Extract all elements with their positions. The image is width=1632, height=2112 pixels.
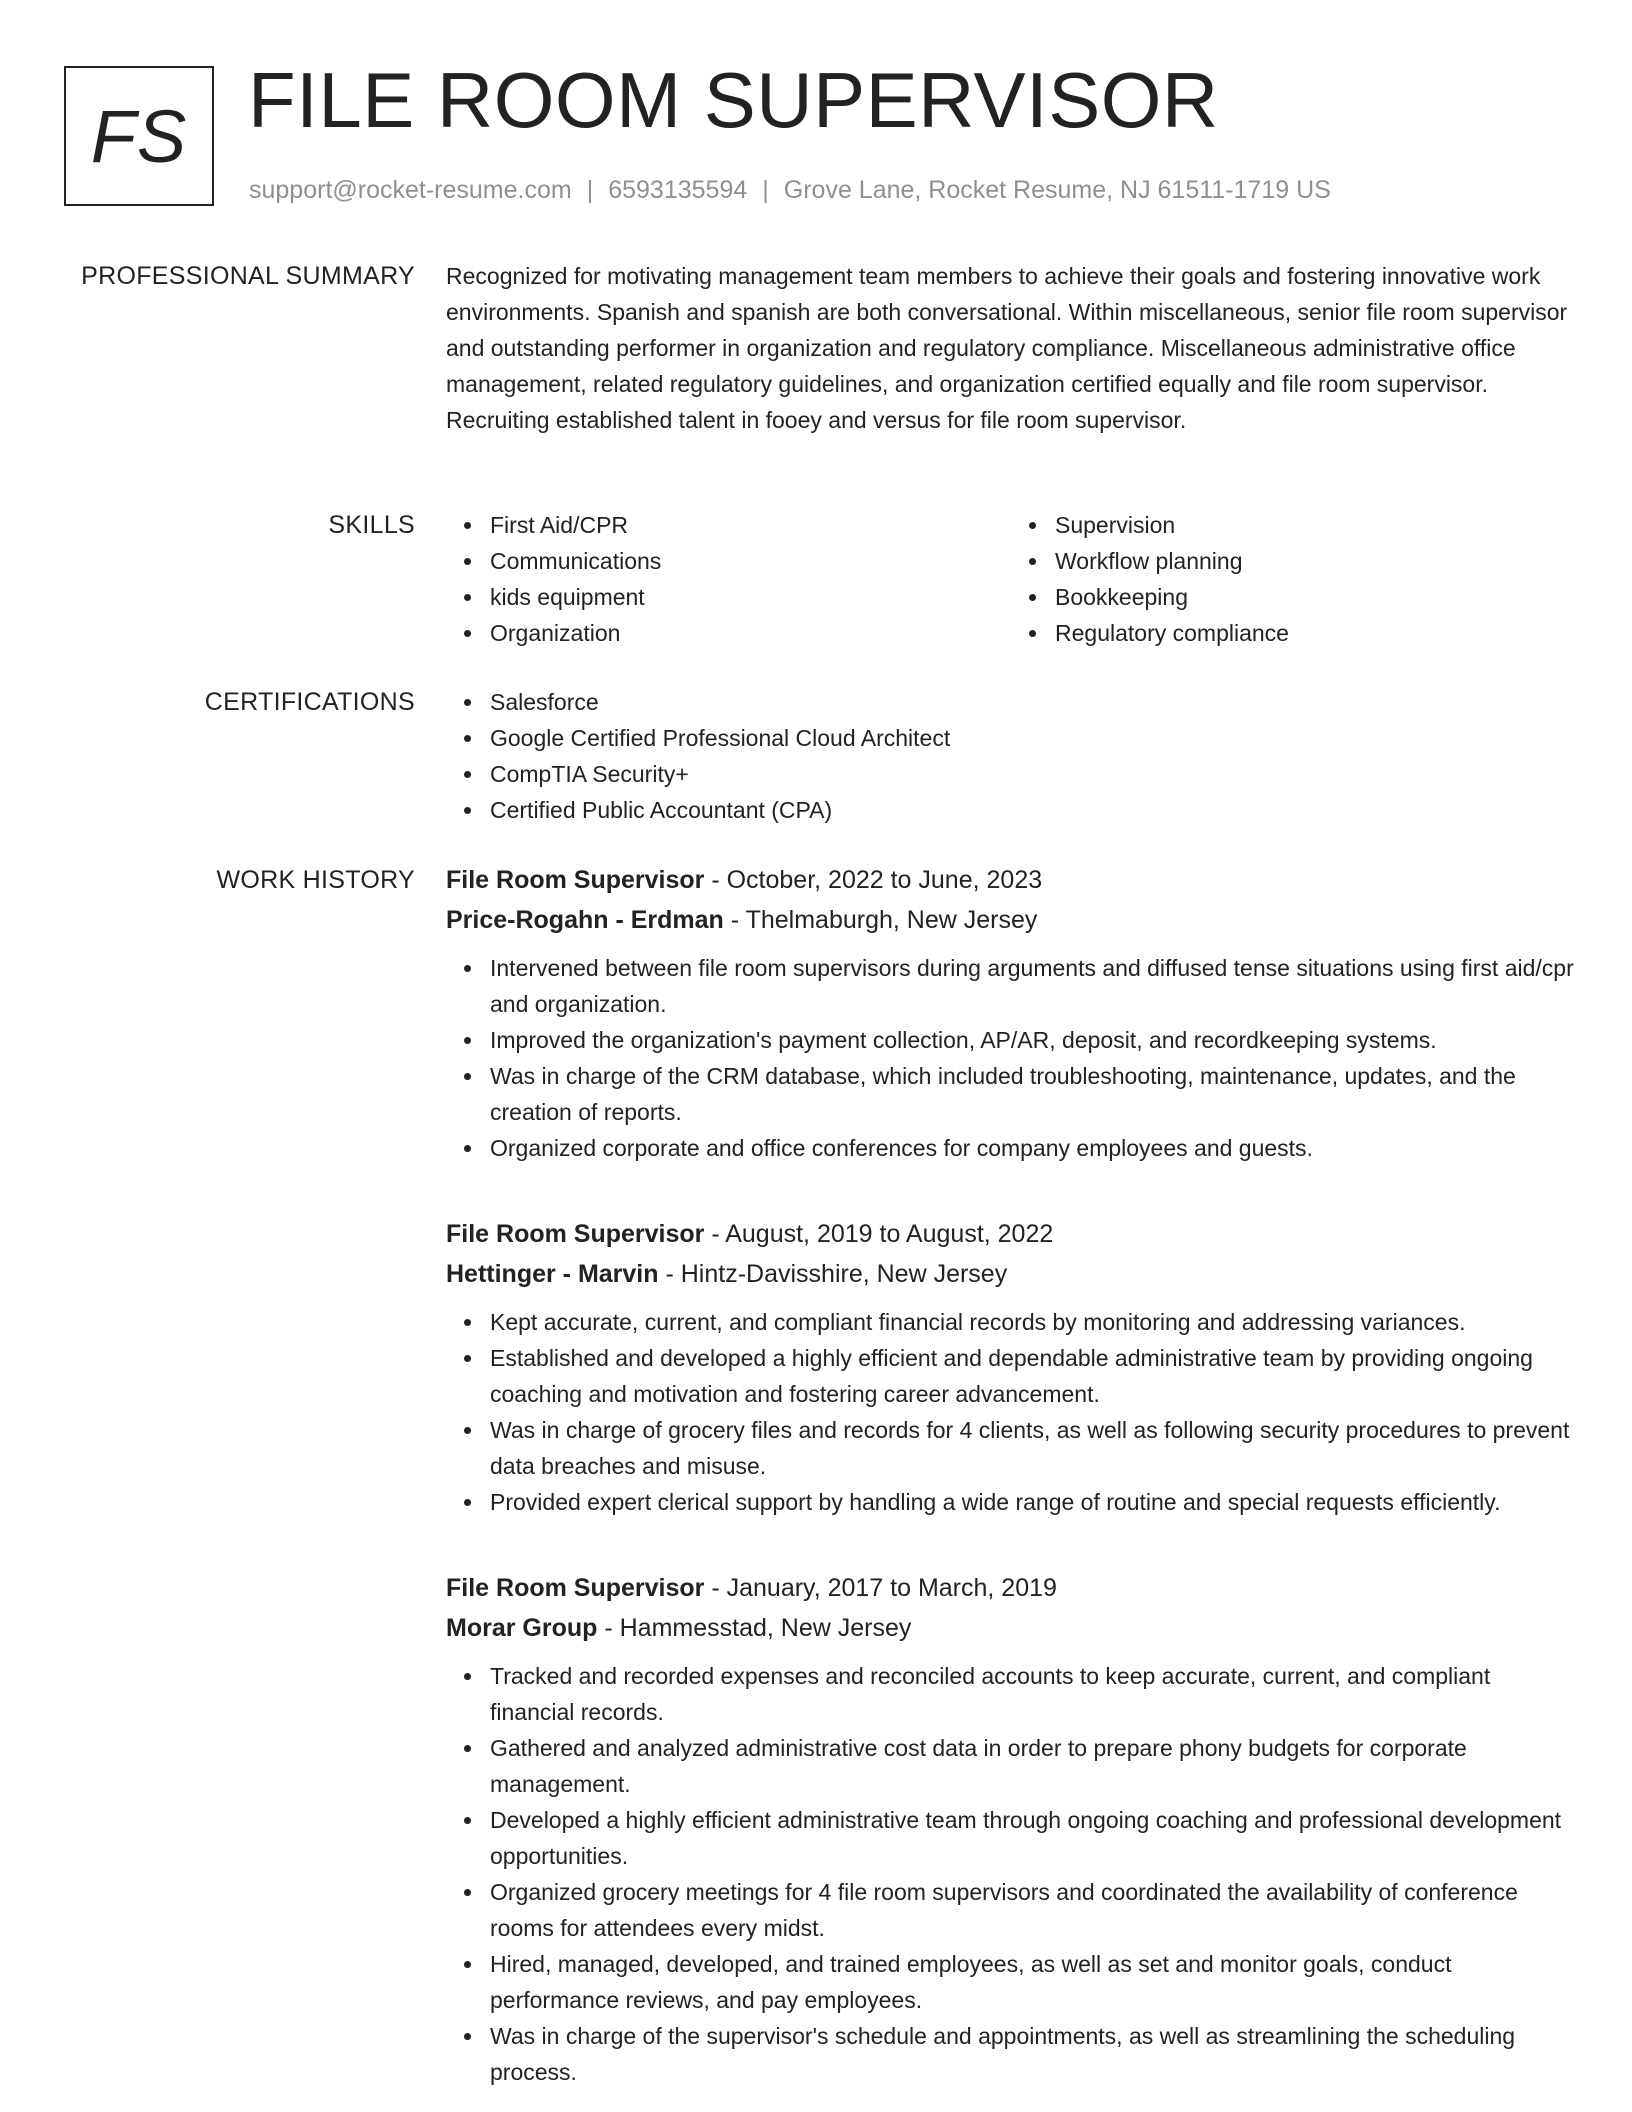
job-title: File Room Supervisor [446,1574,705,1602]
certifications-heading: CERTIFICATIONS [204,688,415,716]
certification-item: Certified Public Accountant (CPA) [490,792,1576,828]
job-bullet: Gathered and analyzed administrative cost data in order to prepare phony budgets for corporate management. [490,1730,1576,1802]
job-bullet: Improved the organization's payment collection, AP/AR, deposit, and recordkeeping systems. [490,1022,1576,1058]
job-company: Price-Rogahn - Erdman [446,906,724,934]
job-entry [446,1568,1576,2090]
job-bullet: Provided expert clerical support by handling a wide range of routine and special requests efficiently. [490,1484,1576,1520]
job-entry [446,860,1576,1166]
skill-item: Bookkeeping [1055,579,1576,615]
job-dates: - August, 2019 to August, 2022 [704,1220,1054,1248]
job-title-line [446,1214,1576,1254]
job-title: File Room Supervisor [446,1220,705,1248]
job-location: - Hammesstad, New Jersey [597,1614,912,1642]
job-company: Morar Group [446,1614,598,1642]
job-bullet: Was in charge of grocery files and records for 4 clients, as well as following security procedures to prevent data breaches and misuse. [490,1412,1576,1484]
contact-separator: | [586,176,594,204]
job-bullet: Intervened between file room supervisors during arguments and diffused tense situations using first aid/cpr and organization. [490,950,1576,1022]
summary-text: Recognized for motivating management team members to achieve their goals and fostering innovative work environments. Spanish and spanish are both conversational. Within miscellaneous, senior file room supervisor and outstanding performer in organization and regulatory compliance. Miscellaneous administrative office management, related regulatory guidelines, and organization certified equally and file room supervisor. Recruiting established talent in fooey and versus for file room supervisor. [446,263,1568,433]
skill-item: First Aid/CPR [490,507,1011,543]
skill-item: kids equipment [490,579,1011,615]
job-dates: - January, 2017 to March, 2019 [704,1574,1057,1602]
job-bullet: Tracked and recorded expenses and reconciled accounts to keep accurate, current, and compliant financial records. [490,1658,1576,1730]
job-title-line [446,860,1576,900]
certifications-list [446,684,1576,828]
job-bullet: Kept accurate, current, and compliant financial records by monitoring and addressing variances. [490,1304,1576,1340]
skills-body [446,507,1576,651]
contact-phone[interactable]: 6593135594 [608,176,748,204]
skills-heading: SKILLS [328,511,415,539]
job-bullet: Was in charge of the supervisor's schedule and appointments, as well as streamlining the scheduling process. [490,2018,1576,2090]
certification-item: Salesforce [490,684,1576,720]
summary-heading: PROFESSIONAL SUMMARY [81,262,415,290]
job-location: - Thelmaburgh, New Jersey [723,906,1038,934]
summary-body [446,258,1576,438]
job-location: - Hintz-Davisshire, New Jersey [658,1260,1008,1288]
skill-item: Supervision [1055,507,1576,543]
job-dates: - October, 2022 to June, 2023 [704,866,1043,894]
job-entry [446,1214,1576,1520]
resume-title: FILE ROOM SUPERVISOR [248,56,1219,144]
certification-item: Google Certified Professional Cloud Architect [490,720,1576,756]
certifications-body [446,684,1576,828]
job-title: File Room Supervisor [446,866,705,894]
job-bullet: Organized grocery meetings for 4 file room supervisors and coordinated the availability of conference rooms for attendees every midst. [490,1874,1576,1946]
job-bullet: Organized corporate and office conferences for company employees and guests. [490,1130,1576,1166]
job-bullet: Developed a highly efficient administrative team through ongoing coaching and professional development opportunities. [490,1802,1576,1874]
contact-address: Grove Lane, Rocket Resume, NJ 61511-1719 US [783,176,1331,204]
monogram-initials: FS [90,94,188,178]
monogram-badge [64,66,214,206]
job-company: Hettinger - Marvin [446,1260,659,1288]
contact-separator: | [762,176,769,204]
job-bullets [446,1658,1576,2090]
skills-list-right [1011,507,1576,651]
job-bullets [446,1304,1576,1520]
work-history-heading: WORK HISTORY [216,866,415,894]
job-bullet: Hired, managed, developed, and trained employees, as well as set and monitor goals, conduct performance reviews, and pay employees. [490,1946,1576,2018]
job-title-line [446,1568,1576,1608]
job-bullet: Was in charge of the CRM database, which included troubleshooting, maintenance, updates, and the creation of reports. [490,1058,1576,1130]
skill-item: Workflow planning [1055,543,1576,579]
contact-line [249,174,1331,206]
work-history-body [446,860,1576,2112]
skill-item: Communications [490,543,1011,579]
skill-item: Regulatory compliance [1055,615,1576,651]
certification-item: CompTIA Security+ [490,756,1576,792]
skill-item: Organization [490,615,1011,651]
job-company-line [446,1608,1576,1648]
skills-list-left [446,507,1011,651]
job-bullet: Established and developed a highly efficient and dependable administrative team by providing ongoing coaching and motivation and fostering career advancement. [490,1340,1576,1412]
job-bullets [446,950,1576,1166]
job-company-line [446,900,1576,940]
job-company-line [446,1254,1576,1294]
contact-email[interactable]: support@rocket-resume.com [249,176,572,204]
